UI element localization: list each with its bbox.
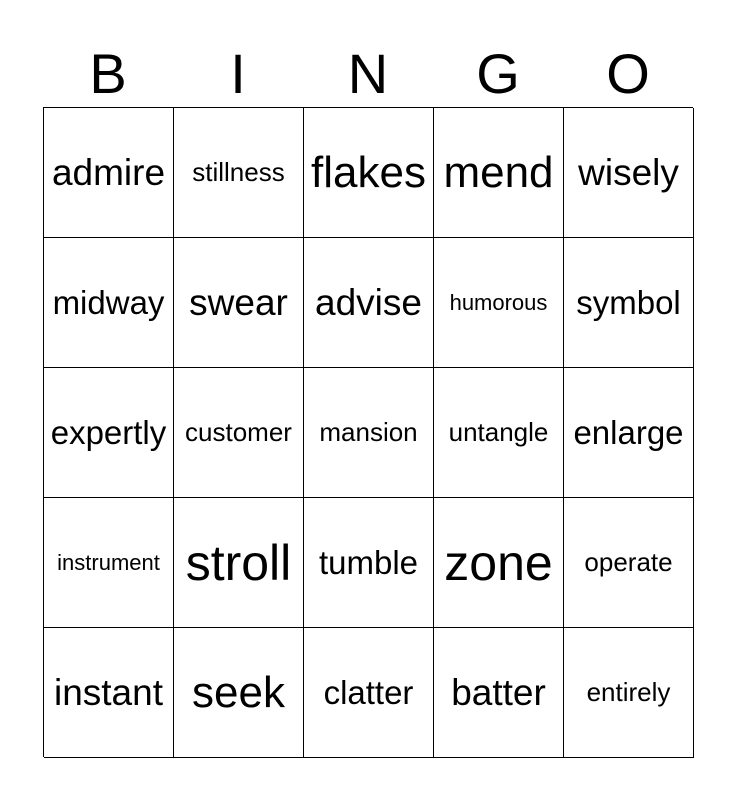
bingo-cell[interactable]: midway	[44, 238, 174, 368]
bingo-cell[interactable]: humorous	[434, 238, 564, 368]
bingo-cell[interactable]: stroll	[174, 498, 304, 628]
bingo-cell[interactable]: flakes	[304, 108, 434, 238]
bingo-cell[interactable]: swear	[174, 238, 304, 368]
header-letter-n: N	[347, 42, 389, 105]
bingo-cell[interactable]: operate	[564, 498, 694, 628]
bingo-cell[interactable]: seek	[174, 628, 304, 758]
bingo-cell[interactable]: tumble	[304, 498, 434, 628]
bingo-cell[interactable]: mend	[434, 108, 564, 238]
bingo-cell[interactable]: advise	[304, 238, 434, 368]
bingo-cell[interactable]: symbol	[564, 238, 694, 368]
bingo-board	[43, 107, 693, 757]
bingo-cell[interactable]: stillness	[174, 108, 304, 238]
header-letter-b: B	[89, 42, 127, 105]
bingo-cell[interactable]: batter	[434, 628, 564, 758]
bingo-cell[interactable]: expertly	[44, 368, 174, 498]
bingo-cell[interactable]: entirely	[564, 628, 694, 758]
bingo-header	[43, 40, 693, 108]
bingo-cell[interactable]: instant	[44, 628, 174, 758]
bingo-cell[interactable]: clatter	[304, 628, 434, 758]
bingo-cell[interactable]: untangle	[434, 368, 564, 498]
bingo-cell[interactable]: customer	[174, 368, 304, 498]
bingo-cell[interactable]: wisely	[564, 108, 694, 238]
bingo-cell[interactable]: zone	[434, 498, 564, 628]
bingo-cell[interactable]: instrument	[44, 498, 174, 628]
bingo-cell[interactable]: mansion	[304, 368, 434, 498]
bingo-cell[interactable]: admire	[44, 108, 174, 238]
header-letter-i: I	[230, 42, 246, 105]
header-letter-g: G	[476, 42, 520, 105]
header-letter-o: O	[606, 42, 650, 105]
bingo-cell[interactable]: enlarge	[564, 368, 694, 498]
